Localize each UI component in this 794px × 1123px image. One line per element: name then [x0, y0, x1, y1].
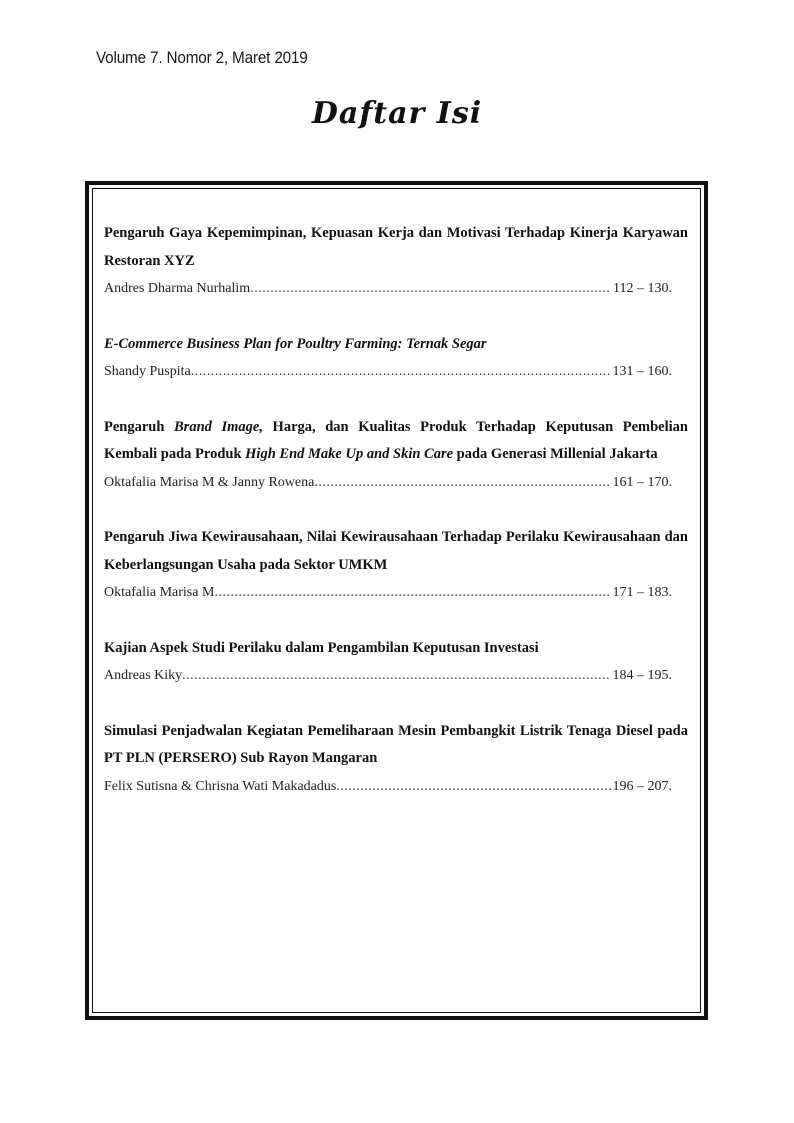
toc-author-line: [104, 469, 672, 497]
table-of-contents: [104, 220, 688, 828]
page-title: Daftar Isi: [311, 96, 483, 131]
toc-pages: 112 – 130.: [613, 281, 672, 296]
toc-author-line: [104, 662, 672, 690]
title-text: pada Generasi Millenial Jakarta: [453, 446, 658, 462]
title-text: Kajian Aspek Studi Perilaku dalam Pengambilan Keputusan Investasi: [104, 639, 539, 656]
toc-entry: [104, 524, 688, 607]
dot-leader: [250, 275, 611, 303]
toc-author: Andreas Kiky: [104, 668, 183, 683]
toc-entry: [104, 718, 688, 801]
toc-entry: [104, 220, 688, 303]
toc-author-line: [104, 579, 672, 607]
title-text: E-Commerce Business Plan for Poultry Farming: Ternak Segar: [104, 335, 487, 352]
toc-pages: 196 – 207.: [612, 778, 672, 794]
toc-author: Oktafalia Marisa M & Janny Rowena: [104, 474, 315, 490]
toc-pages: 131 – 160.: [612, 364, 672, 379]
dot-leader: [336, 773, 610, 801]
dot-leader: [214, 579, 610, 607]
dot-leader: [191, 358, 611, 386]
toc-author-line: [104, 773, 672, 801]
toc-entry-title[interactable]: [104, 524, 688, 579]
toc-entry-title[interactable]: [104, 635, 688, 663]
toc-entry-title[interactable]: [104, 414, 688, 469]
title-text: Simulasi Penjadwalan Kegiatan Pemeliharaan Mesin Pembangkit Listrik Tenaga Diesel pada PT PLN (PERSERO) Sub Rayon Mangaran: [104, 722, 688, 766]
toc-author: Andres Dharma Nurhalim: [104, 281, 251, 296]
toc-entry: [104, 331, 688, 386]
toc-entry-title[interactable]: [104, 331, 688, 359]
toc-entry: [104, 414, 688, 497]
toc-entry-title[interactable]: [104, 220, 688, 275]
toc-author: Oktafalia Marisa M: [104, 585, 215, 600]
toc-entry: [104, 635, 688, 690]
toc-pages: 161 – 170.: [612, 474, 672, 490]
title-text-italic: High End Make Up and Skin Care: [245, 446, 454, 462]
toc-pages: 184 – 195.: [612, 668, 672, 683]
title-text-italic: Brand Image,: [174, 418, 263, 435]
toc-author-line: [104, 358, 672, 386]
toc-author: Shandy Puspita: [104, 364, 191, 379]
toc-entry-title[interactable]: [104, 718, 688, 773]
dot-leader: [314, 469, 610, 497]
toc-author-line: [104, 275, 672, 303]
toc-pages: 171 – 183.: [612, 585, 672, 600]
volume-label: Volume 7. Nomor 2, Maret 2019: [96, 48, 308, 67]
dot-leader: [182, 662, 610, 690]
title-text: Harga, dan Kualitas Produk Terhadap Keputusan Pembelian Kembali pada Produk: [104, 418, 688, 462]
toc-author: Felix Sutisna & Chrisna Wati Makadadus: [104, 778, 337, 794]
title-text: Pengaruh Jiwa Kewirausahaan, Nilai Kewirausahaan Terhadap Perilaku Kewirausahaan dan Keberlangsungan Usaha pada Sektor UMKM: [104, 529, 688, 573]
title-text: Pengaruh: [104, 418, 175, 435]
title-text: Pengaruh Gaya Kepemimpinan, Kepuasan Kerja dan Motivasi Terhadap Kinerja Karyawan Restoran XYZ: [104, 225, 688, 269]
